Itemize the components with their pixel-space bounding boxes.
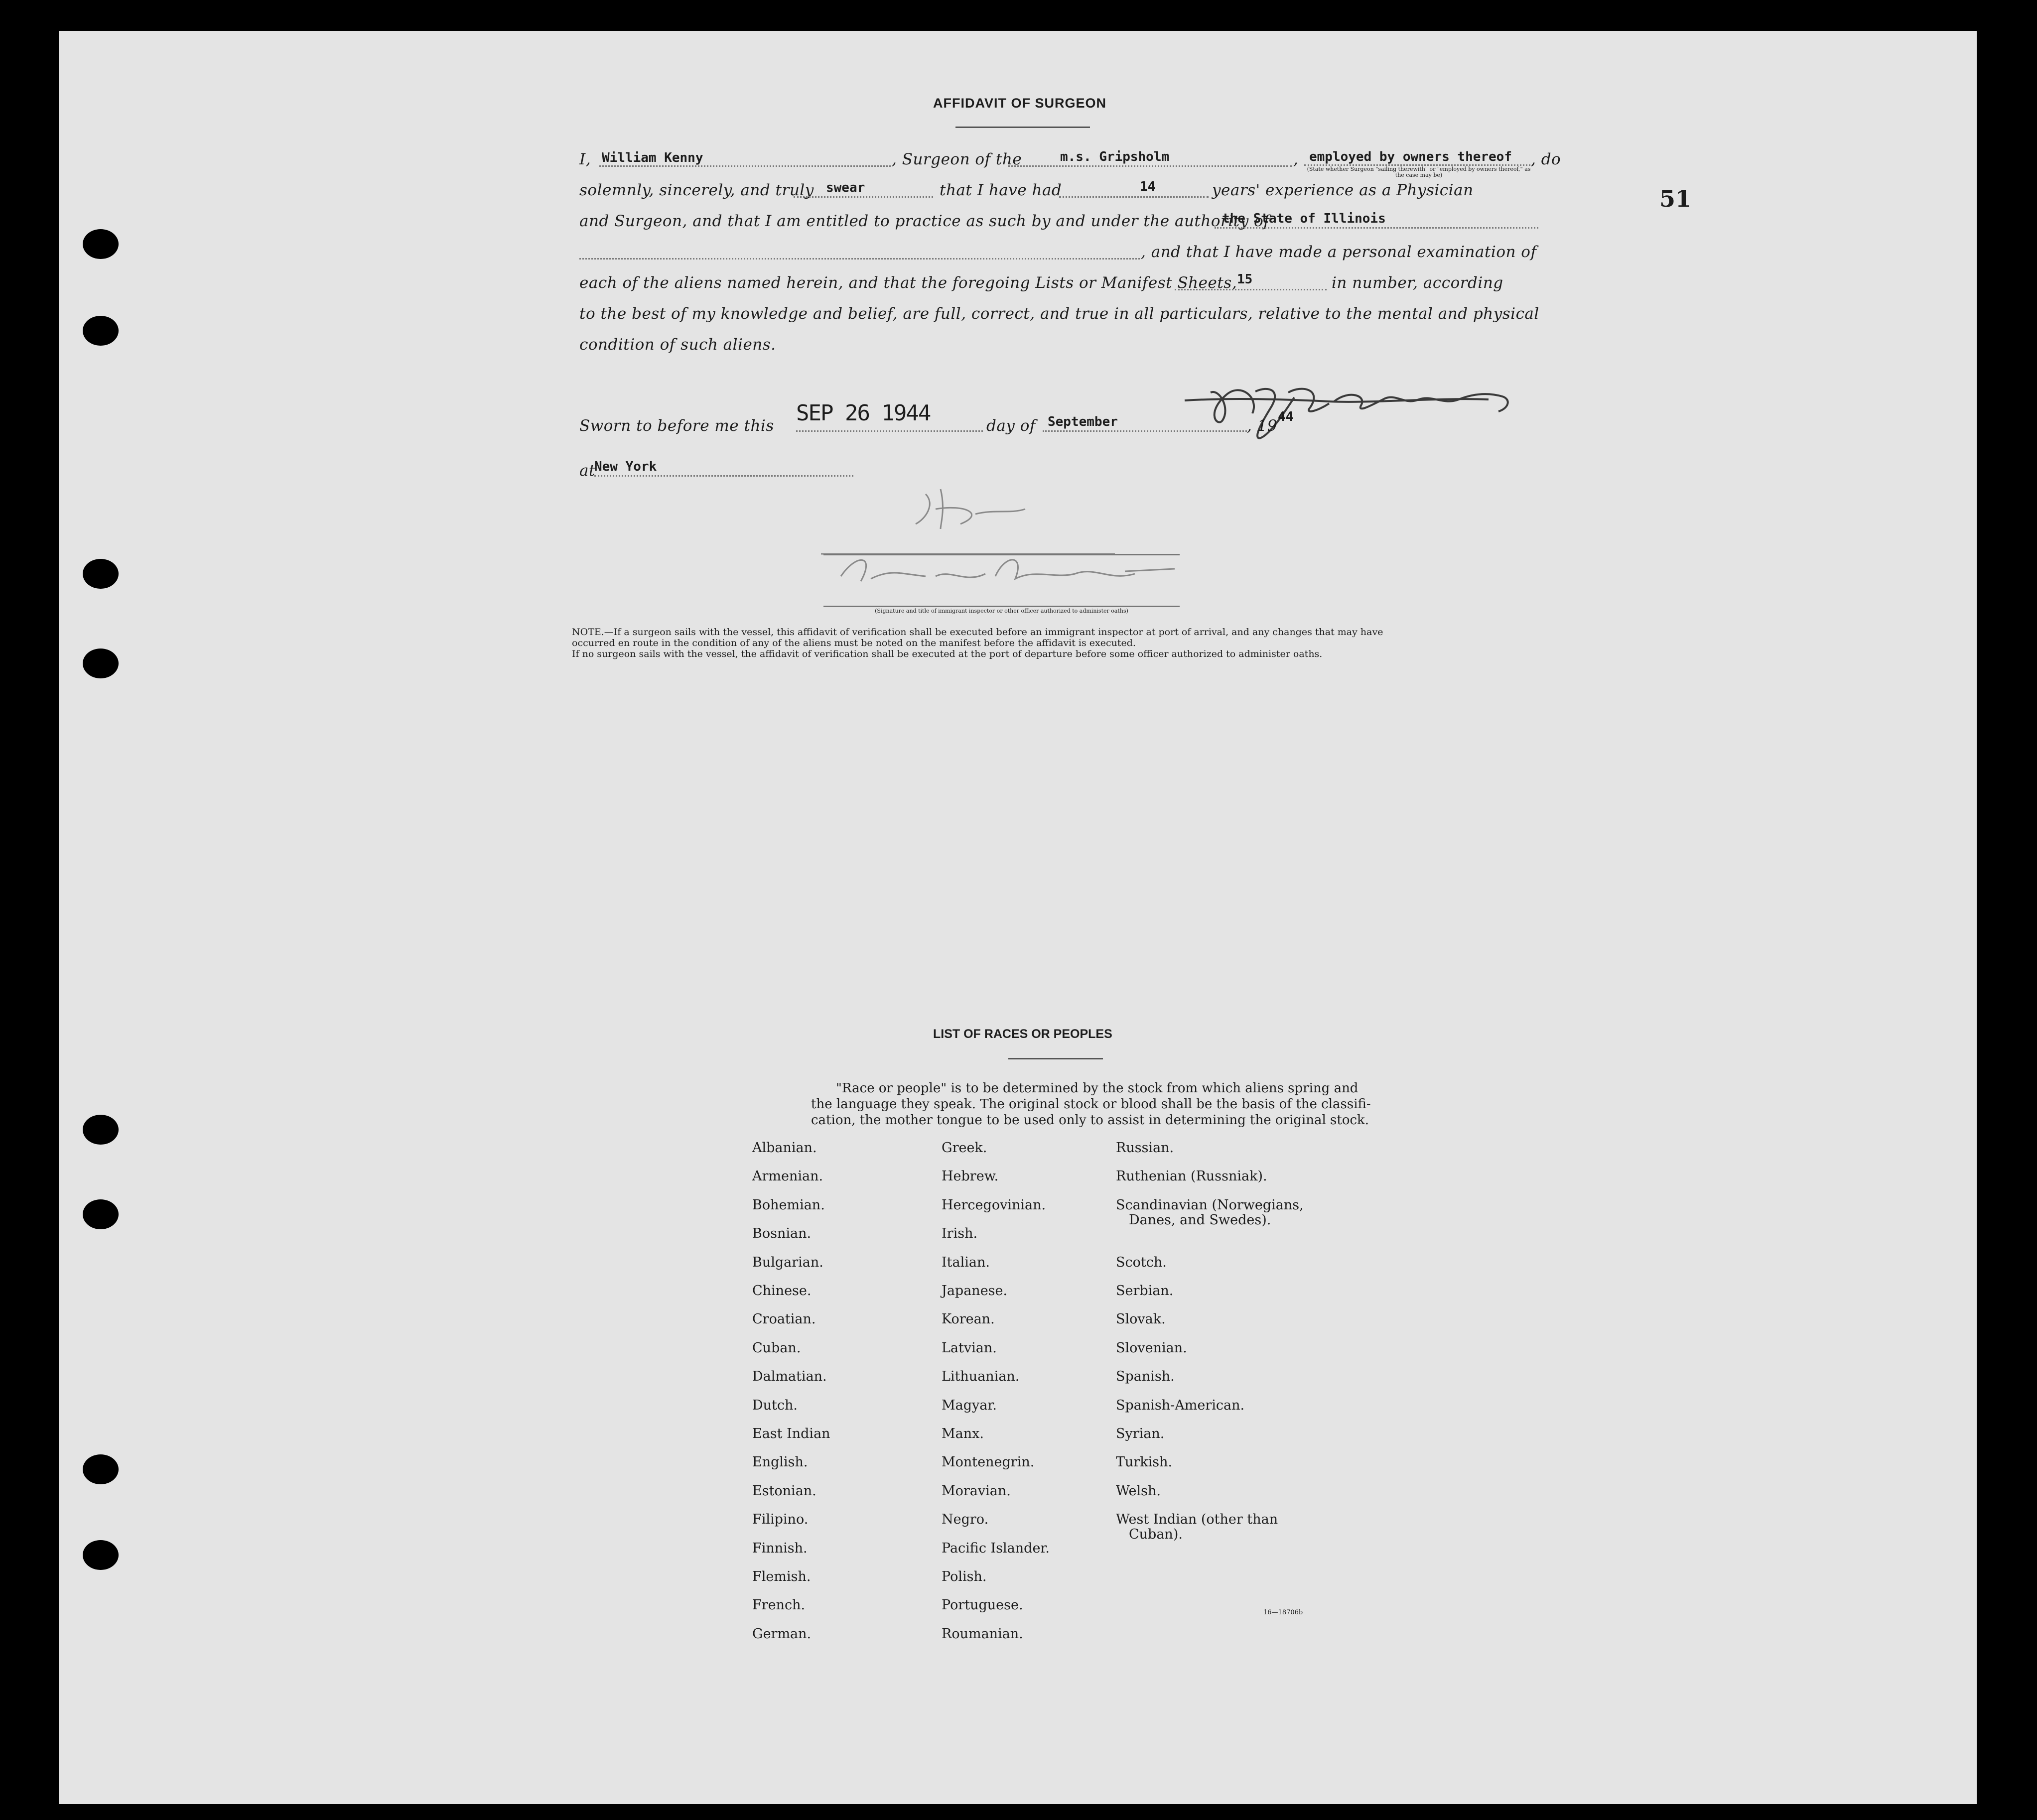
title-rule (1008, 1058, 1103, 1059)
intro-line: the language they speak. The original stock or blood shall be the basis of the classifi- (811, 1097, 1371, 1112)
race-entry: Spanish. (1116, 1369, 1175, 1385)
vessel-name: m.s. Gripsholm (1060, 149, 1170, 164)
race-entry: Ruthenian (Russniak). (1116, 1169, 1267, 1184)
note-line: occurred en route in the condition of any of the aliens must be noted on the manifest before the affidavit is executed. (572, 638, 1136, 649)
intro-line: "Race or people" is to be determined by the stock from which aliens spring and (836, 1081, 1358, 1096)
race-entry: Polish. (942, 1569, 987, 1584)
race-entry: Dalmatian. (752, 1369, 827, 1385)
fill-line (1215, 227, 1538, 229)
race-entry: Danes, and Swedes). (1129, 1212, 1271, 1228)
licensing-authority: the State of Illinois (1222, 211, 1386, 226)
punch-hole (83, 229, 119, 259)
sworn-month: September (1048, 414, 1118, 429)
race-entry: Portuguese. (942, 1597, 1023, 1613)
race-entry: West Indian (other than (1116, 1512, 1278, 1528)
intro-line: cation, the mother tongue to be used only to assist in determining the original stock. (811, 1113, 1369, 1128)
text-condition: condition of such aliens. (579, 336, 776, 354)
race-entry: Bulgarian. (752, 1254, 823, 1270)
race-entry: Moravian. (942, 1483, 1011, 1499)
punch-hole (83, 649, 119, 678)
text-day-of: day of (986, 417, 1036, 435)
inspector-signature-caption: (Signature and title of immigrant inspector or other officer authorized to administer oaths) (875, 608, 1128, 614)
text-and-surgeon: and Surgeon, and that I am entitled to practice as such by and under the authority of (579, 212, 1270, 230)
text-each-alien: each of the aliens named herein, and that the foregoing Lists or Manifest Sheets, (579, 274, 1237, 292)
title-rule (955, 127, 1090, 128)
race-entry: Cuban). (1129, 1527, 1183, 1543)
signature-rule (823, 554, 1180, 555)
race-entry: Dutch. (752, 1397, 798, 1413)
race-entry: Manx. (942, 1426, 984, 1441)
text-solemnly: solemnly, sincerely, and truly (579, 181, 814, 199)
punch-hole (83, 1540, 119, 1570)
race-entry: Japanese. (942, 1283, 1008, 1299)
race-entry: Filipino. (752, 1512, 809, 1528)
text-do: , do (1531, 150, 1561, 168)
text-to-the-best: to the best of my knowledge and belief, are full, correct, and true in all particulars, relative to the mental and physical (579, 305, 1539, 323)
race-entry: French. (752, 1597, 806, 1613)
fill-line (1059, 196, 1209, 198)
sworn-year: 44 (1278, 409, 1294, 424)
race-entry: Irish. (942, 1226, 978, 1242)
punch-hole (83, 316, 119, 346)
form-number: 16—18706b (1263, 1609, 1303, 1616)
fill-line (1043, 430, 1247, 432)
race-entry: Greek. (942, 1140, 987, 1156)
race-entry: Roumanian. (942, 1626, 1023, 1642)
fill-line (794, 196, 933, 198)
fill-line (599, 165, 891, 167)
text-surgeon-of: , Surgeon of the (892, 150, 1022, 168)
text-sworn: Sworn to before me this (579, 417, 774, 435)
text-comma: , (1293, 150, 1299, 168)
text-personal-exam: , and that I have made a personal examination of (1141, 243, 1537, 261)
race-entry: Finnish. (752, 1540, 808, 1556)
race-entry: Bohemian. (752, 1197, 825, 1213)
signature-rule (823, 606, 1180, 607)
punch-hole (83, 1199, 119, 1229)
surgeon-name: William Kenny (602, 150, 703, 165)
race-entry: Cuban. (752, 1340, 801, 1356)
race-entry: Scandinavian (Norwegians, (1116, 1197, 1304, 1213)
punch-hole (83, 1115, 119, 1145)
race-entry: Slovak. (1116, 1311, 1166, 1327)
fill-line (1008, 165, 1292, 167)
fill-line (579, 258, 1140, 260)
years-experience: 14 (1140, 179, 1156, 194)
race-entry: Albanian. (752, 1140, 817, 1156)
text-years-experience: years' experience as a Physician (1212, 181, 1474, 199)
race-entry: Welsh. (1116, 1483, 1161, 1499)
race-entry: Lithuanian. (942, 1369, 1020, 1385)
race-entry: Latvian. (942, 1340, 997, 1356)
race-entry: Slovenian. (1116, 1340, 1187, 1356)
text-year-prefix: , 19 (1247, 417, 1278, 435)
oath-word: swear (826, 180, 865, 195)
race-entry: German. (752, 1626, 812, 1642)
race-entry: Korean. (942, 1311, 995, 1327)
race-entry: East Indian (752, 1426, 830, 1441)
note-line: NOTE.—If a surgeon sails with the vessel, this affidavit of verification shall be executed before an immigrant inspector at port of arrival, and any changes that may have (572, 627, 1383, 638)
fill-line (1175, 289, 1327, 290)
text-at: at (579, 462, 595, 480)
page-number: 51 (1659, 185, 1692, 212)
sheets-count: 15 (1237, 272, 1253, 287)
employment-status: employed by owners thereof (1309, 149, 1512, 164)
race-entry: Scotch. (1116, 1254, 1167, 1270)
race-entry: Negro. (942, 1512, 989, 1528)
race-entry: Spanish-American. (1116, 1397, 1245, 1413)
employment-note: (State whether Surgeon "sailing therewith" or "employed by owners thereof," as the case may be) (1307, 166, 1531, 178)
inspector-signature (776, 479, 1224, 604)
race-entry: Bosnian. (752, 1226, 812, 1242)
race-entry: Turkish. (1116, 1454, 1173, 1470)
text-in-number: in number, according (1332, 274, 1503, 292)
race-entry: English. (752, 1454, 808, 1470)
race-entry: Croatian. (752, 1311, 816, 1327)
text-that-i-have-had: that I have had (940, 181, 1062, 199)
race-entry: Italian. (942, 1254, 990, 1270)
race-entry: Pacific Islander. (942, 1540, 1050, 1556)
note-line: If no surgeon sails with the vessel, the affidavit of verification shall be executed at the port of departure before some officer authorized to administer oaths. (572, 649, 1323, 659)
race-entry: Flemish. (752, 1569, 811, 1584)
race-entry: Armenian. (752, 1169, 823, 1184)
race-entry: Hebrew. (942, 1169, 999, 1184)
race-entry: Montenegrin. (942, 1454, 1035, 1470)
race-entry: Chinese. (752, 1283, 812, 1299)
surgeon-signature (1180, 350, 1578, 439)
race-entry: Syrian. (1116, 1426, 1165, 1441)
races-title: LIST OF RACES OR PEOPLES (933, 1027, 1112, 1041)
race-entry: Hercegovinian. (942, 1197, 1046, 1213)
race-entry: Russian. (1116, 1140, 1174, 1156)
fill-line (594, 475, 853, 477)
race-entry: Magyar. (942, 1397, 997, 1413)
date-stamp: SEP 26 1944 (796, 400, 931, 426)
fill-line (796, 430, 983, 432)
text-i: I, (579, 150, 591, 168)
punch-hole (83, 559, 119, 589)
punch-hole (83, 1454, 119, 1484)
sworn-place: New York (594, 459, 657, 474)
race-entry: Estonian. (752, 1483, 816, 1499)
document-page (59, 31, 1977, 1804)
affidavit-title: AFFIDAVIT OF SURGEON (933, 96, 1106, 111)
race-entry: Serbian. (1116, 1283, 1174, 1299)
